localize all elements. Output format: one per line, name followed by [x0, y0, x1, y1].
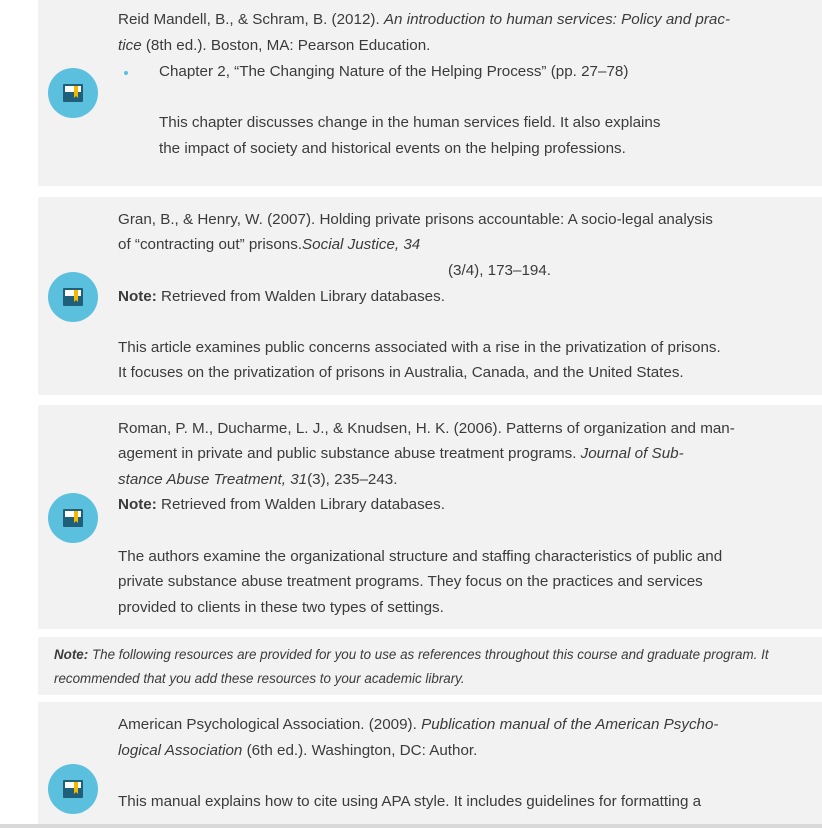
- bullet-icon: [124, 71, 128, 75]
- reference-card-1: [38, 0, 822, 186]
- database-note: Note: Retrieved from Walden Library databases.: [118, 288, 445, 305]
- page-bottom-border: [0, 824, 822, 828]
- description-line: provided to clients in these two types of settings.: [118, 599, 444, 616]
- citation-line: agement in private and public substance abuse treatment programs. Journal of Sub-: [118, 445, 684, 462]
- citation-line: Roman, P. M., Ducharme, L. J., & Knudsen, H. K. (2006). Patterns of organization and man-: [118, 420, 735, 437]
- citation-line: American Psychological Association. (2009). Publication manual of the American Psycho-: [118, 716, 719, 733]
- chapter-item: Chapter 2, “The Changing Nature of the Helping Process” (pp. 27–78): [159, 63, 629, 80]
- citation-line: Gran, B., & Henry, W. (2007). Holding private prisons accountable: A socio-legal analysis: [118, 211, 713, 228]
- book-icon: [48, 272, 98, 322]
- citation-line: logical Association (6th ed.). Washington, DC: Author.: [118, 742, 478, 759]
- citation-line: of “contracting out” prisons.Social Justice, 34: [118, 236, 421, 253]
- description-line: It focuses on the privatization of prisons in Australia, Canada, and the United States.: [118, 364, 684, 381]
- book-icon: [48, 68, 98, 118]
- description-line: the impact of society and historical events on the helping professions.: [159, 140, 626, 157]
- citation-line: stance Abuse Treatment, 31(3), 235–243.: [118, 471, 398, 488]
- description-line: The authors examine the organizational structure and staffing characteristics of public and: [118, 548, 723, 565]
- book-icon: [48, 764, 98, 814]
- book-icon: [48, 493, 98, 543]
- description-line: This article examines public concerns associated with a rise in the privatization of prisons.: [118, 339, 721, 356]
- citation-line: tice (8th ed.). Boston, MA: Pearson Education.: [118, 37, 431, 54]
- reference-card-4: [38, 702, 822, 824]
- reference-card-3: [38, 405, 822, 629]
- notice-text: Note: The following resources are provided for you to use as references throughout this course and graduate program. It recommended that you add these resources to your academic library.: [54, 647, 769, 686]
- database-note: Note: Retrieved from Walden Library databases.: [118, 496, 445, 513]
- citation-line: (3/4), 173–194.: [448, 262, 552, 279]
- resources-notice: [38, 637, 822, 695]
- reference-card-2: [38, 197, 822, 395]
- citation-line: Reid Mandell, B., & Schram, B. (2012). An introduction to human services: Policy and prac-: [118, 11, 731, 28]
- description-line: private substance abuse treatment programs. They focus on the practices and services: [118, 573, 703, 590]
- description-line: This chapter discusses change in the human services field. It also explains: [159, 114, 661, 131]
- description-line: This manual explains how to cite using APA style. It includes guidelines for formatting a: [118, 793, 702, 810]
